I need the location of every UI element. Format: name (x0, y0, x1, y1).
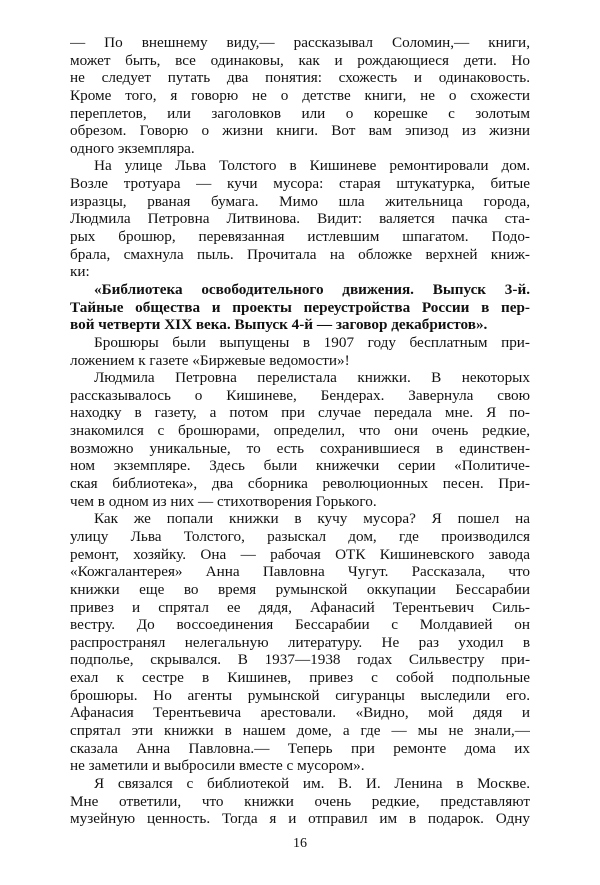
paragraph (70, 334, 530, 369)
text-line: чем в одном из них — стихотворения Горького. (70, 492, 377, 510)
text-line: Людмила Петровна Литвинова. Видит: валяется пачка ста- (70, 210, 530, 228)
paragraph (70, 34, 530, 157)
text-line: Брошюры были выпущены в 1907 году бесплатным при- (94, 333, 530, 351)
text-line: ремонт, хозяйку. Она — рабочая ОТК Кишиневского завода (70, 545, 530, 563)
text-line: переплетов, или заголовков или о корешке с золотым (70, 104, 530, 122)
text-line: Я связался с библиотекой им. В. И. Ленина в Москве. (94, 774, 530, 792)
text-line: привез и спрятал ее дядя, Афанасий Терентьевич Силь- (70, 598, 530, 616)
text-line: ложением к газете «Биржевые ведомости»! (70, 351, 350, 369)
text-line: улицу Льва Толстого, разыскал дом, где производился (70, 527, 530, 545)
paragraph (70, 775, 530, 828)
text-line: не заметили и выбросили вместе с мусором». (70, 757, 365, 775)
text-line: ном экземпляре. Здесь были книжечки серии «Политиче- (70, 457, 530, 475)
text-line: Возле тротуара — кучи мусора: старая штукатурка, битые (70, 175, 530, 193)
text-line: рассказывалось о Кишиневе, Бендерах. Завернула свою (70, 386, 530, 404)
text-line: ки: (70, 263, 90, 281)
text-line: одного экземпляра. (70, 139, 195, 157)
text-line: вестру. До воссоединения Бессарабии с Молдавией он (70, 616, 530, 634)
text-line: брала, смахнула пыль. Прочитала на обложке верхней книж- (70, 245, 530, 263)
text-line: Афанасия Терентьевича арестовали. «Видно, мой дядя и (70, 704, 530, 722)
text-line: сказала Анна Павловна.— Теперь при ремонте дома их (70, 739, 530, 757)
text-line: знакомился с брошюрами, определил, что они очень редкие, (70, 422, 530, 440)
text-line: обрезом. Говорю о жизни книги. Вот вам эпизод из жизни (70, 122, 530, 140)
text-line: книжки еще во время румынской оккупации Бессарабии (70, 580, 530, 598)
text-line: распространял нелегальную литературу. Не раз уходил в (70, 633, 530, 651)
paragraph (70, 369, 530, 510)
text-line: не следует путать два понятия: схожесть и одинаковость. (70, 69, 530, 87)
text-line: рых брошюр, перевязанная истлевшим шпагатом. Подо- (70, 228, 530, 246)
page-body (70, 34, 530, 828)
text-line: брошюры. Но агенты румынской сигуранцы выследили его. (70, 686, 530, 704)
bold-quote-paragraph (70, 281, 530, 334)
text-line: Кроме того, я говорю не о детстве книги, не о схожести (70, 86, 530, 104)
text-line: — По внешнему виду,— рассказывал Соломин,— книги, (70, 34, 530, 51)
text-line: спрятал эти книжки в нашем доме, а где — мы не знали,— (70, 721, 530, 739)
text-line: ехал к сестре в Кишинев, привез с собой подпольные (70, 669, 530, 687)
text-line: Людмила Петровна перелистала книжки. В некоторых (94, 369, 530, 387)
text-line: Тайные общества и проекты переустройства России в пер- (70, 298, 530, 316)
text-line: На улице Льва Толстого в Кишиневе ремонтировали дом. (94, 157, 530, 175)
text-line: ская библиотека», два сборника революционных песен. При- (70, 475, 530, 493)
paragraph (70, 157, 530, 280)
text-line: «Библиотека освободительного движения. Выпуск 3-й. (94, 280, 530, 298)
text-line: музейную ценность. Тогда я и отправил им в подарок. Одну (70, 810, 530, 828)
text-line: Как же попали книжки в кучу мусора? Я пошел на (94, 510, 530, 528)
text-line: может быть, все одинаковы, как и рождающиеся дети. Но (70, 51, 530, 69)
text-line: Мне ответили, что книжки очень редкие, представляют (70, 792, 530, 810)
text-line: подполье, скрывался. В 1937—1938 годах Сильвестру при- (70, 651, 530, 669)
text-line: «Кожгалантерея» Анна Павловна Чугут. Рассказала, что (70, 563, 530, 581)
text-line: изразцы, рваная бумага. Мимо шла жительница города, (70, 192, 530, 210)
paragraph (70, 510, 530, 775)
text-line: находку в газету, а потом при случае передала мне. Я по- (70, 404, 530, 422)
text-line: вой четверти XIX века. Выпуск 4-й — заговор декабристов». (70, 316, 488, 334)
text-line: возможно уникальные, то есть сохранившиеся в единствен- (70, 439, 530, 457)
page-number: 16 (293, 836, 307, 851)
